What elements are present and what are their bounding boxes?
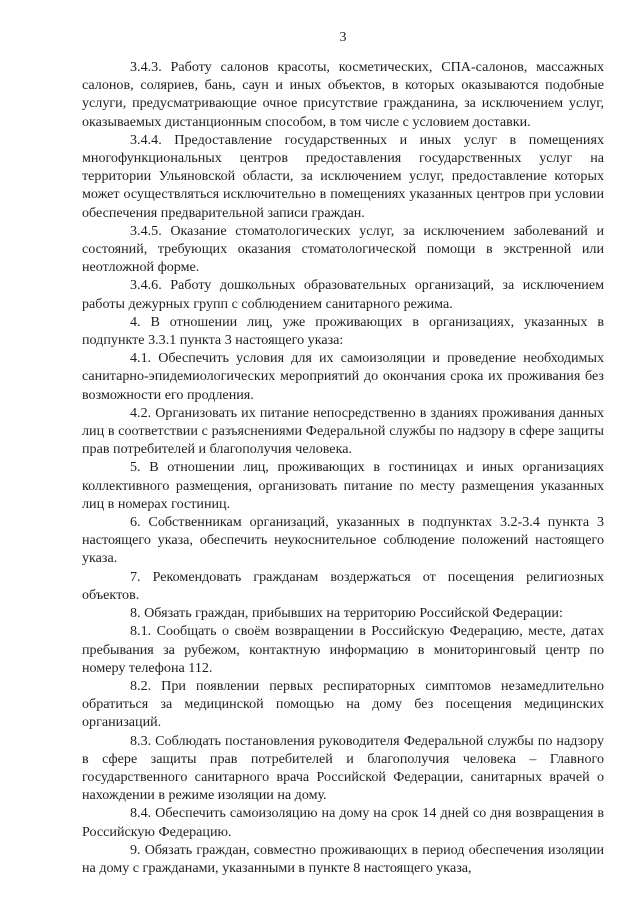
paragraph-8-3: 8.3. Соблюдать постановления руководителя Федеральной службы по надзору в сфере защиты прав потребителей и благополучия человека – Главного государственного санитарного врача Российской Федерации, санитарных врачей о нахождении в режиме изоляции на дому. — [82, 732, 604, 804]
paragraph-6: 6. Собственникам организаций, указанных в подпунктах 3.2-3.4 пункта 3 настоящего указа, обеспечить неукоснительное соблюдение положений настоящего указа. — [82, 514, 604, 567]
paragraph-8-1: 8.1. Сообщать о своём возвращении в Российскую Федерацию, месте, датах пребывания за рубежом, контактную информацию в мониторинговый центр по номеру телефона 112. — [82, 623, 604, 676]
paragraph-5: 5. В отношении лиц, проживающих в гостиницах и иных организациях коллективного размещения, организовать питание по месту размещения указанных лиц в номерах гостиниц. — [82, 459, 604, 512]
paragraph-4-2: 4.2. Организовать их питание непосредственно в зданиях проживания данных лиц в соответствии с разъяснениями Федеральной службы по надзору в сфере защиты прав потребителей и благополучия человека. — [82, 404, 604, 458]
paragraph-3-4-4: 3.4.4. Предоставление государственных и иных услуг в помещениях многофункциональных центров предоставления государственных услуг на территории Ульяновской области, за исключением услуг, предоставление которых может осуществляться исключительно в помещениях указанных центров при условии обеспечения предварительной записи граждан. — [82, 131, 604, 221]
paragraph-4-1: 4.1. Обеспечить условия для их самоизоляции и проведение необходимых санитарно-эпидемиологических мероприятий до окончания срока их проживания без возможности его продления. — [82, 350, 604, 403]
paragraph-9: 9. Обязать граждан, совместно проживающих в период обеспечения изоляции на дому с гражданами, указанными в пункте 8 настоящего указа, — [82, 841, 604, 876]
page-number: 3 — [339, 30, 347, 45]
paragraph-3-4-3: 3.4.3. Работу салонов красоты, косметических, СПА-салонов, массажных салонов, соляриев, бань, саун и иных объектов, в которых оказываются подобные услуги, предусматривающие очное присутствие гражданина, за исключением услуг, оказываемых дистанционным способом, в том числе с условием доставки. — [82, 59, 604, 130]
paragraph-4: 4. В отношении лиц, уже проживающих в организациях, указанных в подпункте 3.3.1 пункта 3 настоящего указа: — [82, 313, 604, 349]
paragraph-3-4-5: 3.4.5. Оказание стоматологических услуг, за исключением заболеваний и состояний, требующих оказания стоматологической помощи в экстренной или неотложной форме. — [82, 222, 604, 276]
paragraph-8-2: 8.2. При появлении первых респираторных симптомов незамедлительно обратиться за медицинской помощью на дому без посещения медицинских организаций. — [82, 677, 604, 731]
paragraph-7: 7. Рекомендовать гражданам воздержаться от посещения религиозных объектов. — [82, 568, 604, 603]
paragraph-3-4-6: 3.4.6. Работу дошкольных образовательных организаций, за исключением работы дежурных групп с соблюдением санитарного режима. — [82, 277, 604, 312]
paragraph-8: 8. Обязать граждан, прибывших на территорию Российской Федерации: — [130, 605, 563, 622]
paragraph-8-4: 8.4. Обеспечить самоизоляцию на дому на срок 14 дней со дня возвращения в Российскую Федерацию. — [82, 805, 604, 840]
